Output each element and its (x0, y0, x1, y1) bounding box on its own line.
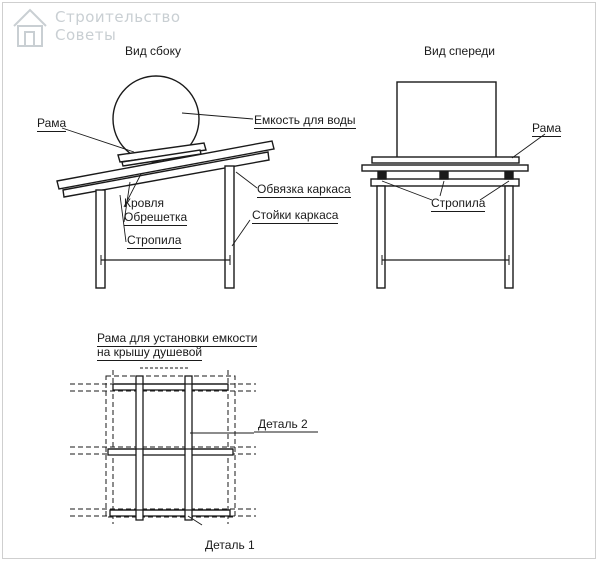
roof-label: Кровля (124, 196, 164, 210)
plan-board-bottom (110, 510, 230, 516)
detail2-label: Деталь 2 (258, 417, 308, 431)
side-rafter-label: Стропила (127, 233, 182, 247)
front-post-right (505, 186, 513, 288)
detail1-label: Деталь 1 (205, 538, 255, 552)
side-frame-label: Рама (37, 116, 67, 130)
side-view-drawing (57, 76, 274, 288)
leader-side-frame (62, 128, 134, 152)
plan-board-top (113, 384, 228, 390)
leader-binding (236, 172, 257, 188)
front-frame-board (372, 157, 519, 163)
logo-line2: Советы (55, 26, 117, 44)
front-rafter-label: Стропила (431, 196, 486, 210)
plan-title-line2: на крышу душевой (97, 345, 203, 359)
front-view-drawing (362, 82, 545, 288)
front-post-left (377, 186, 385, 288)
house-logo-icon (14, 10, 46, 46)
leader-tank (182, 113, 253, 119)
front-frame-label: Рама (532, 121, 562, 135)
binding-label: Обвязка каркаса (257, 182, 351, 196)
tank-label: Емкость для воды (254, 113, 356, 127)
side-view-title: Вид сбоку (125, 44, 181, 58)
plan-view-drawing (70, 368, 318, 525)
side-post-left (96, 190, 105, 288)
logo-line1: Строительство (55, 8, 181, 26)
front-view-title: Вид спереди (424, 44, 496, 58)
plan-beam-right (185, 376, 192, 520)
side-post-right (225, 166, 234, 288)
lathing-label: Обрешетка (124, 210, 188, 224)
plan-beam-left (136, 376, 143, 520)
front-frame-board-2 (362, 165, 528, 171)
front-tank-rect (397, 82, 496, 158)
plan-title-line1: Рама для установки емкости (97, 331, 258, 345)
posts-label: Стойки каркаса (252, 208, 339, 222)
plan-board-middle (108, 449, 233, 455)
